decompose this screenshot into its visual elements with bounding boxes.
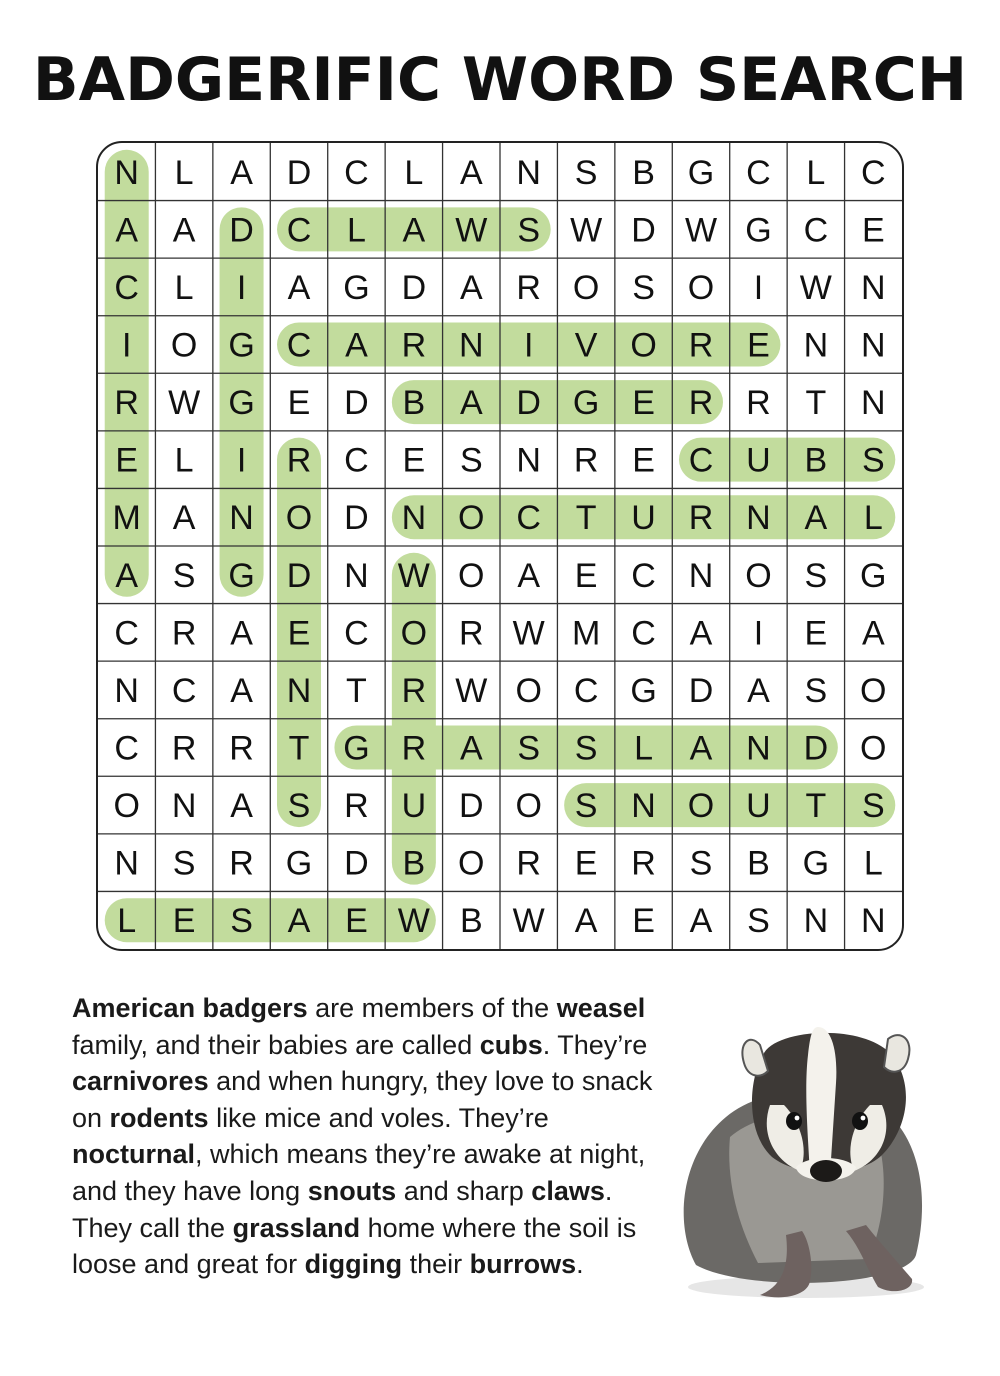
grid-letter-cell[interactable]: A [230, 787, 253, 826]
grid-letter-cell[interactable]: N [114, 671, 139, 710]
grid-letter-cell[interactable]: T [288, 729, 310, 768]
grid-letter-cell[interactable]: S [804, 556, 828, 595]
grid-letter-cell[interactable]: E [632, 441, 655, 480]
grid-letter-cell[interactable]: O [400, 614, 428, 653]
grid-letter-cell[interactable]: L [863, 499, 883, 538]
grid-letter-cell[interactable]: A [459, 729, 483, 768]
grid-letter-cell[interactable]: G [343, 729, 370, 768]
grid-letter-cell[interactable]: G [343, 268, 370, 307]
grid-letter-cell[interactable]: A [230, 614, 253, 653]
grid-letter-cell[interactable]: C [746, 153, 771, 192]
grid-letter-cell[interactable]: R [401, 326, 427, 365]
grid-letter-cell[interactable]: N [746, 499, 771, 538]
keyword: claws [531, 1175, 605, 1206]
grid-letter-cell[interactable]: N [746, 729, 771, 768]
passage-text: family, and their babies are called [72, 1029, 480, 1060]
grid-letter-cell[interactable]: T [805, 787, 827, 826]
grid-letter-cell[interactable]: O [285, 499, 313, 538]
keyword: weasel [556, 993, 646, 1023]
grid-letter-cell[interactable]: W [397, 556, 430, 595]
grid-letter-cell[interactable]: G [860, 556, 887, 595]
grid-letter-cell[interactable]: C [344, 441, 369, 480]
grid-letter-cell[interactable]: A [172, 211, 196, 250]
grid-letter-cell[interactable]: D [229, 211, 254, 250]
grid-letter-cell[interactable]: L [174, 441, 194, 480]
grid-letter-cell[interactable]: I [236, 441, 247, 480]
grid-letter-cell[interactable]: D [459, 787, 484, 826]
keyword: cubs [479, 1029, 543, 1060]
grid-letter-cell[interactable]: O [687, 268, 715, 307]
grid-letter-cell[interactable]: C [516, 499, 541, 538]
grid-letter-cell[interactable]: C [114, 268, 139, 307]
grid-letter-cell[interactable]: U [631, 499, 656, 538]
grid-letter-cell[interactable]: N [803, 902, 829, 941]
grid-letter-cell[interactable]: S [574, 153, 598, 192]
grid-letter-cell[interactable]: U [401, 787, 427, 826]
grid-letter-cell[interactable]: O [458, 844, 485, 883]
grid-letter-cell[interactable]: N [631, 787, 656, 826]
grid-letter-cell[interactable]: T [346, 671, 367, 710]
grid-letter-cell[interactable]: A [574, 902, 598, 941]
grid-letter-cell[interactable]: S [574, 787, 598, 826]
grid-letter-cell[interactable]: W [799, 268, 832, 307]
grid-letter-cell[interactable]: C [631, 556, 656, 595]
grid-letter-cell[interactable]: G [572, 384, 600, 423]
grid-letter-cell[interactable]: C [344, 614, 369, 653]
grid-letter-cell[interactable]: S [172, 844, 196, 883]
grid-letter-cell[interactable]: D [286, 556, 312, 595]
grid-letter-cell[interactable]: B [402, 844, 426, 883]
grid-letter-cell[interactable]: C [171, 671, 197, 710]
keyword: carnivores [72, 1066, 209, 1097]
keyword: digging [304, 1249, 403, 1280]
grid-letter-cell[interactable]: A [230, 153, 253, 192]
grid-letter-cell[interactable]: L [174, 153, 194, 192]
grid-letter-cell[interactable]: S [804, 671, 828, 710]
grid-letter-cell[interactable]: D [344, 844, 369, 883]
grid-letter-cell[interactable]: E [747, 326, 770, 365]
grid-letter-cell[interactable]: S [861, 787, 885, 826]
grid-letter-cell[interactable]: C [688, 441, 714, 480]
grid-letter-cell[interactable]: O [860, 671, 887, 710]
grid-letter-cell[interactable]: A [345, 326, 368, 365]
grid-letter-cell[interactable]: A [689, 902, 713, 941]
grid-letter-cell[interactable]: O [860, 729, 887, 768]
grid-letter-cell[interactable]: E [574, 844, 598, 883]
grid-letter-cell[interactable]: A [747, 671, 770, 710]
grid-letter-cell[interactable]: G [228, 384, 255, 423]
grid-letter-cell[interactable]: E [345, 902, 368, 941]
keyword: snouts [307, 1175, 397, 1206]
grid-letter-cell[interactable]: A [861, 614, 885, 653]
grid-letter-cell[interactable]: D [344, 384, 369, 423]
keyword: American badgers [72, 993, 308, 1023]
grid-letter-cell[interactable]: N [401, 499, 427, 538]
grid-letter-cell[interactable]: E [861, 211, 885, 250]
grid-letter-cell[interactable]: N [171, 787, 197, 826]
grid-letter-cell[interactable]: W [570, 211, 603, 250]
grid-letter-cell[interactable]: A [402, 211, 426, 250]
grid-letter-cell[interactable]: I [236, 268, 247, 307]
grid-letter-cell[interactable]: R [516, 268, 541, 307]
grid-letter-cell[interactable]: N [861, 902, 886, 941]
grid-letter-cell[interactable]: R [746, 384, 771, 423]
grid-letter-cell[interactable]: S [517, 729, 541, 768]
keyword: burrows [469, 1249, 577, 1280]
grid-letter-cell[interactable]: S [230, 902, 253, 941]
grid-letter-cell[interactable]: A [689, 614, 713, 653]
grid-letter-cell[interactable]: G [630, 671, 657, 710]
grid-letter-cell[interactable]: A [689, 729, 713, 768]
grid-letter-cell[interactable]: A [459, 268, 483, 307]
grid-letter-cell[interactable]: N [861, 384, 886, 423]
grid-letter-cell[interactable]: R [286, 441, 312, 480]
grid-letter-cell[interactable]: O [745, 556, 772, 595]
grid-canvas [98, 143, 902, 949]
grid-letter-cell[interactable]: R [459, 614, 484, 653]
grid-letter-cell[interactable]: N [459, 326, 484, 365]
grid-letter-cell[interactable]: R [516, 844, 541, 883]
grid-letter-cell[interactable]: G [745, 211, 772, 250]
grid-letter-cell[interactable]: C [114, 729, 139, 768]
grid-letter-cell[interactable]: N [516, 441, 541, 480]
grid-letter-cell[interactable]: O [572, 268, 600, 307]
grid-letter-cell[interactable]: O [515, 787, 542, 826]
grid-letter-cell[interactable]: I [753, 614, 764, 653]
word-search-grid [96, 141, 904, 951]
grid-letter-cell[interactable]: T [575, 499, 597, 538]
grid-letter-cell[interactable]: D [631, 211, 656, 250]
grid-letter-cell[interactable]: N [861, 326, 886, 365]
grid-letter-cell[interactable]: L [634, 729, 654, 768]
grid-letter-cell[interactable]: L [404, 153, 424, 192]
grid-letter-cell[interactable]: A [804, 499, 828, 538]
grid-letter-cell[interactable]: O [458, 499, 485, 538]
grid-letter-cell[interactable]: I [523, 326, 534, 365]
grid-letter-cell[interactable]: U [746, 787, 771, 826]
passage-text: are members of the [307, 993, 557, 1023]
grid-letter-cell[interactable]: W [168, 384, 201, 423]
grid-letter-cell[interactable]: N [688, 556, 714, 595]
passage-text: and sharp [396, 1175, 532, 1206]
grid-letter-cell[interactable]: B [804, 441, 828, 480]
grid-letter-cell[interactable]: L [806, 153, 826, 192]
grid-letter-cell[interactable]: D [344, 499, 369, 538]
passage-text: like mice and voles. They’re [208, 1102, 549, 1133]
page-title: BADGERIFIC WORD SEARCH [32, 45, 968, 115]
passage-text: and when hungry, they love to snack on [72, 1066, 653, 1133]
grid-letter-cell[interactable]: O [170, 326, 198, 365]
grid-letter-cell[interactable]: C [803, 211, 829, 250]
grid-letter-cell[interactable]: R [631, 844, 656, 883]
grid-letter-cell[interactable]: V [574, 326, 598, 365]
grid-letter-cell[interactable]: B [747, 844, 770, 883]
grid-letter-cell[interactable]: N [861, 268, 886, 307]
grid-letter-cell[interactable]: W [455, 211, 488, 250]
grid-letter-cell[interactable]: C [344, 153, 369, 192]
grid-letter-cell[interactable]: W [512, 902, 545, 941]
grid-letter-cell[interactable]: R [688, 499, 714, 538]
grid-letter-cell[interactable]: A [287, 268, 311, 307]
grid-letter-cell[interactable]: S [632, 268, 655, 307]
grid-letter-cell[interactable]: R [688, 384, 714, 423]
grid-letter-cell[interactable]: O [687, 787, 715, 826]
passage-text: . They’re [542, 1029, 648, 1060]
grid-letter-cell[interactable]: B [402, 384, 426, 423]
grid-letter-cell[interactable]: D [401, 268, 427, 307]
badger-illustration [668, 1025, 953, 1305]
grid-letter-cell[interactable]: L [174, 268, 194, 307]
grid-letter-cell[interactable]: R [401, 671, 427, 710]
grid-letter-cell[interactable]: N [516, 153, 541, 192]
grid-letter-cell[interactable]: I [121, 326, 132, 365]
grid-letter-cell[interactable]: E [804, 614, 828, 653]
grid-letter-cell[interactable]: W [512, 614, 545, 653]
keyword: nocturnal [72, 1139, 196, 1170]
grid-letter-cell[interactable]: R [229, 844, 254, 883]
grid-letter-cell[interactable]: T [805, 384, 827, 423]
grid-letter-cell[interactable]: M [571, 614, 601, 653]
grid-letter-cell[interactable]: W [397, 902, 430, 941]
grid-letter-cell[interactable]: R [171, 614, 197, 653]
info-passage [72, 990, 672, 1283]
grid-letter-cell[interactable]: S [861, 441, 885, 480]
passage-text: . They call the [72, 1175, 613, 1243]
passage-text: home where the soil is loose and great for [72, 1212, 637, 1280]
grid-letter-cell[interactable]: S [172, 556, 196, 595]
grid-letter-cell[interactable]: E [287, 384, 311, 423]
grid-letter-cell[interactable]: D [688, 671, 714, 710]
grid-letter-cell[interactable]: R [688, 326, 714, 365]
grid-letter-cell[interactable]: C [861, 153, 886, 192]
grid-letter-cell[interactable]: S [287, 787, 311, 826]
grid-letter-cell[interactable]: E [574, 556, 598, 595]
passage-text: . [576, 1249, 584, 1280]
grid-letter-cell[interactable]: O [630, 326, 657, 365]
grid-letter-cell[interactable]: U [746, 441, 771, 480]
grid-letter-cell[interactable]: R [114, 384, 139, 423]
grid-letter-cell[interactable]: C [286, 211, 312, 250]
grid-letter-cell[interactable]: S [459, 441, 483, 480]
grid-letter-cell[interactable]: B [632, 153, 655, 192]
passage-text: their [402, 1249, 470, 1280]
grid-letter-cell[interactable]: S [689, 844, 713, 883]
grid-letter-cell[interactable]: L [863, 844, 883, 883]
grid-letter-cell[interactable]: A [459, 384, 483, 423]
grid-letter-cell[interactable]: B [459, 902, 483, 941]
grid-letter-cell[interactable]: E [115, 441, 139, 480]
grid-letter-cell[interactable]: C [631, 614, 656, 653]
grid-letter-cell[interactable]: C [114, 614, 139, 653]
grid-letter-cell[interactable]: W [455, 671, 488, 710]
grid-letter-cell[interactable]: G [228, 326, 255, 365]
grid-letter-cell[interactable]: M [112, 499, 141, 538]
grid-letter-cell[interactable]: S [517, 211, 541, 250]
grid-letter-cell[interactable]: A [115, 211, 139, 250]
grid-letter-cell[interactable]: E [402, 441, 426, 480]
grid-letter-cell[interactable]: A [230, 671, 253, 710]
grid-letter-cell[interactable]: A [172, 499, 196, 538]
grid-letter-cell[interactable]: C [573, 671, 599, 710]
grid-letter-cell[interactable]: A [287, 902, 311, 941]
grid-letter-cell[interactable]: N [344, 556, 369, 595]
grid-letter-cell[interactable]: O [113, 787, 140, 826]
grid-letter-cell[interactable]: N [229, 499, 254, 538]
grid-letter-cell[interactable]: O [458, 556, 485, 595]
grid-letter-cell[interactable]: D [803, 729, 829, 768]
grid-letter-cell[interactable]: E [172, 902, 196, 941]
grid-letter-cell[interactable]: S [747, 902, 770, 941]
grid-letter-cell[interactable]: R [171, 729, 197, 768]
keyword: grassland [232, 1212, 361, 1243]
grid-letter-cell[interactable]: A [459, 153, 483, 192]
grid-letter-cell[interactable]: N [114, 844, 139, 883]
grid-letter-cell[interactable]: N [286, 671, 312, 710]
grid-letter-cell[interactable]: C [286, 326, 312, 365]
grid-letter-cell[interactable]: E [287, 614, 311, 653]
grid-letter-cell[interactable]: D [286, 153, 312, 192]
grid-letter-cell[interactable]: G [687, 153, 715, 192]
grid-letter-cell[interactable]: G [285, 844, 313, 883]
grid-letter-cell[interactable]: G [228, 556, 255, 595]
grid-letter-cell[interactable]: W [684, 211, 718, 250]
grid-letter-cell[interactable]: G [802, 844, 830, 883]
grid-letter-cell[interactable]: E [632, 384, 655, 423]
grid-letter-cell[interactable]: N [803, 326, 829, 365]
grid-letter-cell[interactable]: D [516, 384, 541, 423]
grid-letter-cell[interactable]: L [117, 902, 137, 941]
grid-letter-cell[interactable]: R [401, 729, 427, 768]
grid-letter-cell[interactable]: R [344, 787, 369, 826]
grid-lines [98, 143, 902, 949]
grid-letter-cell[interactable]: N [114, 153, 139, 192]
grid-letter-cell[interactable]: R [229, 729, 254, 768]
passage-text: , which means they’re awake at night, and they have long [72, 1139, 646, 1206]
grid-letter-cell[interactable]: O [515, 671, 542, 710]
grid-letter-cell[interactable]: R [573, 441, 599, 480]
grid-letter-cell[interactable]: S [574, 729, 598, 768]
grid-letter-cell[interactable]: I [753, 268, 764, 307]
grid-letter-cell[interactable]: A [115, 556, 139, 595]
grid-letter-cell[interactable]: A [517, 556, 541, 595]
grid-letter-cell[interactable]: L [346, 211, 366, 250]
keyword: rodents [109, 1102, 209, 1133]
grid-letter-cell[interactable]: E [632, 902, 655, 941]
